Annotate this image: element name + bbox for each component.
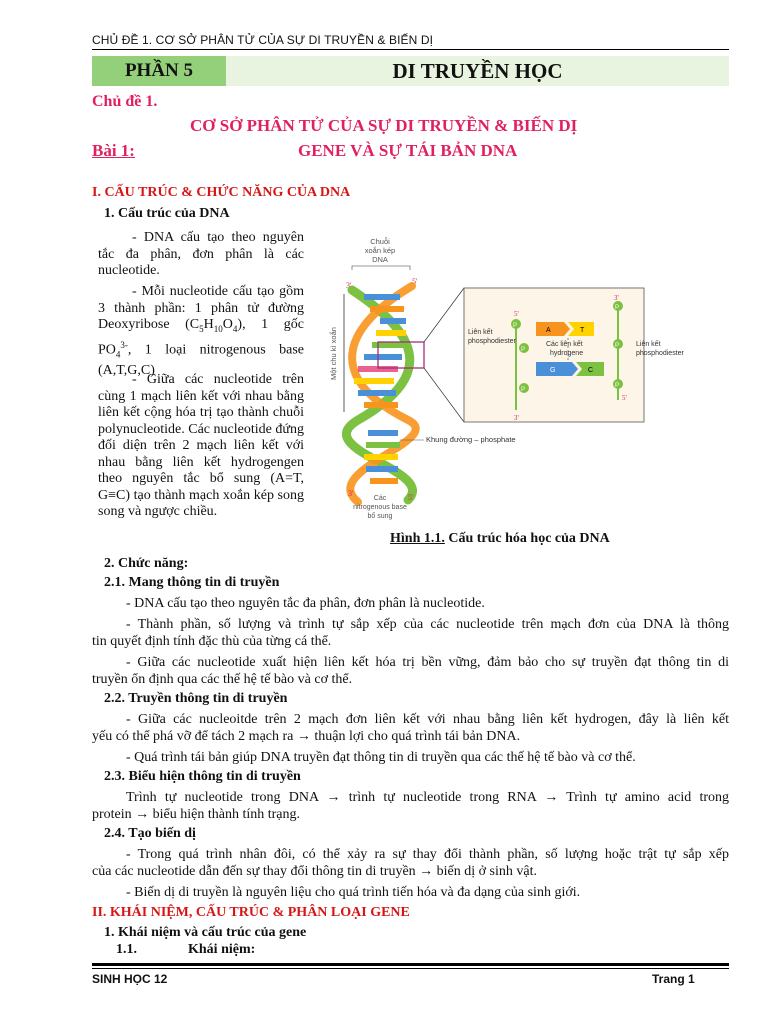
topic-title: CƠ SỞ PHÂN TỬ CỦA SỰ DI TRUYỀN & BIẾN DỊ bbox=[190, 116, 578, 135]
f23-line-1: Trình tự nucleotide trong DNA → trình tự nucleotide trong RNA → Trình tự amino acid trong bbox=[126, 790, 729, 805]
part-title: DI TRUYỀN HỌC bbox=[392, 59, 563, 83]
svg-text:P: P bbox=[513, 323, 518, 329]
svg-text:G: G bbox=[550, 367, 556, 374]
f21-line-4: - Giữa các nucleotide xuất hiện liên kết hóa trị bền vững, đảm bảo cho sự truyền đạt thông tin di bbox=[126, 655, 729, 670]
svg-text:C: C bbox=[588, 367, 594, 374]
f21-line-3: tin quyết định tính đặc thù của từng cá thể. bbox=[92, 634, 332, 649]
f21-heading: 2.1. Mang thông tin di truyền bbox=[104, 575, 280, 590]
f21-line-5: truyền ổn định qua các thế hệ tế bào và cơ thể. bbox=[92, 672, 353, 687]
left-para-3: - Giữa các nucleotide trên cùng 1 mạch liên kết với nhau bằng liên kết cộng hóa trị tạo thành chuỗi polynucleotide. Các nucleotide đứng đối diện trên 2 mạch liên kết với nhau bằng liên kết hydrogengen theo nguyên tắc bổ sung (A=T, G≡C) tạo thành mạch xoắn kép song song và ngược chiều. bbox=[98, 372, 304, 519]
lesson-title: GENE VÀ SỰ TÁI BẢN DNA bbox=[298, 141, 518, 160]
page-header: CHỦ ĐỀ 1. CƠ SỞ PHÂN TỬ CỦA SỰ DI TRUYỀN & BIẾN DỊ bbox=[92, 33, 434, 47]
header-rule bbox=[92, 49, 729, 50]
bracket-top bbox=[352, 266, 410, 270]
footer-rule-thin bbox=[92, 968, 729, 969]
section2-sub1: 1. Khái niệm và cấu trúc của gene bbox=[104, 925, 307, 940]
label-lk-pd-left-1: Liên kết bbox=[468, 329, 493, 336]
svg-text:3': 3' bbox=[514, 414, 519, 422]
dna-structure-figure bbox=[318, 230, 730, 530]
left-para-2: - Mỗi nucleotide cấu tạo gồm 3 thành phần: 1 phân tử đường Deoxyribose $(C_5H_{10}O_4)$, 1 gốc $PO_4^{3-}$, 1 loại nitrogenous base (A,T,G,C) bbox=[98, 284, 304, 379]
label-lk-h-2: hydrogene bbox=[550, 350, 584, 357]
svg-text:5': 5' bbox=[514, 310, 519, 318]
label-chuoi-2: xoắn kép bbox=[364, 246, 396, 255]
svg-text:P: P bbox=[521, 387, 526, 393]
f24-heading: 2.4. Tạo biến dị bbox=[104, 826, 196, 841]
label-lk-pd-left-2: phosphodiester bbox=[468, 338, 516, 345]
f23-line-2: protein → biểu hiện thành tính trạng. bbox=[92, 807, 301, 822]
section1-heading: I. CẤU TRÚC & CHỨC NĂNG CỦA DNA bbox=[92, 185, 351, 200]
svg-text:T: T bbox=[580, 327, 585, 334]
f22-heading: 2.2. Truyền thông tin di truyền bbox=[104, 691, 288, 706]
f22-line-1: - Giữa các nucleoitde trên 2 mạch đơn liên kết với nhau bằng liên kết hydrogen, đây là liên kết bbox=[126, 712, 729, 727]
svg-text:P: P bbox=[521, 347, 526, 353]
figure-caption-label: Hình 1.1. bbox=[390, 531, 445, 546]
footer-subject: SINH HỌC 12 bbox=[92, 972, 168, 986]
svg-text:P: P bbox=[615, 343, 620, 349]
section1-sub1: 1. Cấu trúc của DNA bbox=[104, 206, 230, 221]
f22-line-2: yếu có thể phá vỡ để tách 2 mạch ra → thuận lợi cho quá trình tái bản DNA. bbox=[92, 729, 521, 744]
svg-text:P: P bbox=[615, 305, 620, 311]
f24-line-1: - Trong quá trình nhân đôi, có thể xảy ra sự thay đổi thành phần, số lượng hoặc trật tự sắp xếp bbox=[126, 847, 729, 862]
svg-text:5': 5' bbox=[408, 493, 414, 502]
f22-line-3: - Quá trình tái bản giúp DNA truyền đạt thông tin di truyền qua các thế hệ tế bào và cơ thể. bbox=[126, 750, 636, 765]
f23-heading: 2.3. Biểu hiện thông tin di truyền bbox=[104, 769, 301, 784]
label-lk-h-1: Các liên kết bbox=[546, 341, 583, 348]
figure-caption-text: Cấu trúc hóa học của DNA bbox=[444, 531, 610, 546]
label-base-1: Các bbox=[373, 495, 387, 502]
f24-line-2: của các nucleotide dẫn đến sự thay đổi thông tin di truyền → biến dị ở sinh vật. bbox=[92, 864, 537, 879]
f21-line-2: - Thành phần, số lượng và trình tự sắp xếp của các nucleotide trên mạch đơn của DNA là thông bbox=[126, 617, 729, 632]
topic-label: Chủ đề 1. bbox=[92, 93, 158, 110]
label-3-top: 3' bbox=[346, 281, 352, 290]
label-khung: Khung đường – phosphate bbox=[426, 435, 516, 444]
label-chuoi-3: DNA bbox=[372, 255, 388, 264]
svg-text:3': 3' bbox=[614, 294, 619, 302]
part-label: PHẦN 5 bbox=[92, 56, 226, 86]
footer-rule-thick bbox=[92, 963, 729, 966]
section2-sub11-text: Khái niệm: bbox=[188, 942, 256, 957]
label-chuoi-1: Chuỗi bbox=[370, 237, 390, 246]
label-base-3: bổ sung bbox=[367, 513, 393, 520]
label-base-2: nitrogenous base bbox=[353, 504, 407, 511]
section2-sub11-num: 1.1. bbox=[116, 942, 137, 957]
section2-heading: II. KHÁI NIỆM, CẤU TRÚC & PHÂN LOẠI GENE bbox=[92, 905, 410, 920]
f21-line-1: - DNA cấu tạo theo nguyên tắc đa phân, đơn phân là nucleotide. bbox=[126, 596, 485, 611]
figure-caption bbox=[390, 531, 610, 547]
svg-text:3': 3' bbox=[348, 489, 354, 498]
left-para-1: - DNA cấu tạo theo nguyên tắc đa phân, đơn phân là các nucleotide. bbox=[98, 230, 304, 278]
zoom-A: A bbox=[546, 327, 551, 334]
f24-line-3: - Biến dị di truyền là nguyên liệu cho quá trình tiến hóa và đa dạng của sinh giới. bbox=[126, 885, 581, 900]
lesson-label: Bài 1: bbox=[92, 141, 135, 160]
footer-page-number: Trang 1 bbox=[652, 972, 695, 986]
section1-sub2: 2. Chức năng: bbox=[104, 556, 189, 571]
svg-text:P: P bbox=[615, 383, 620, 389]
label-lk-pd-right-2: phosphodiester bbox=[636, 350, 684, 357]
svg-text:5': 5' bbox=[622, 394, 627, 402]
label-5-top: 5' bbox=[412, 277, 418, 286]
label-mot-chu-ki: Một chu kì xoắn bbox=[329, 327, 338, 380]
label-lk-pd-right-1: Liên kết bbox=[636, 341, 661, 348]
